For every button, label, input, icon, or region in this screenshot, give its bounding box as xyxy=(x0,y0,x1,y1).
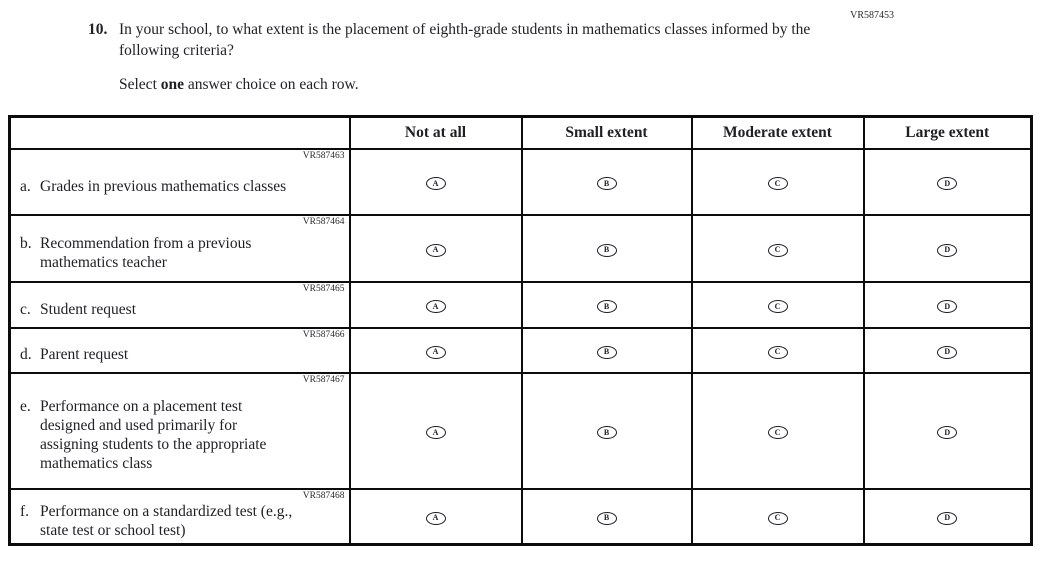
answer-bubble-b[interactable] xyxy=(597,177,617,190)
question-number: 10. xyxy=(88,21,108,38)
answer-bubble-d[interactable] xyxy=(937,426,957,439)
bubble-letter: C xyxy=(774,513,781,522)
bubble-letter: B xyxy=(603,347,610,356)
option-cell-small-extent xyxy=(522,489,692,545)
bubble-letter: A xyxy=(432,301,439,311)
answer-bubble-b[interactable] xyxy=(597,346,617,359)
row-label: Recommendation from a previous mathematics teacher xyxy=(40,234,252,271)
row-letter: a. xyxy=(20,177,31,195)
bubble-letter: C xyxy=(774,427,781,437)
row-letter: e. xyxy=(20,398,31,415)
bubble-letter: B xyxy=(603,427,610,437)
answer-bubble-a[interactable] xyxy=(426,346,446,359)
instruction-suffix: answer choice on each row. xyxy=(184,76,359,93)
row-vr-code: VR587465 xyxy=(302,283,345,294)
row-label: Performance on a standardized test (e.g., state test or school test) xyxy=(40,502,293,539)
bubble-letter: C xyxy=(774,301,781,311)
answer-bubble-a[interactable] xyxy=(426,177,446,190)
option-cell-small-extent xyxy=(522,373,692,489)
row-letter: b. xyxy=(20,234,32,252)
option-cell-moderate-extent xyxy=(692,149,864,215)
option-cell-not-at-all xyxy=(350,328,522,373)
option-cell-not-at-all xyxy=(350,282,522,328)
bubble-letter: D xyxy=(944,301,951,311)
option-cell-large-extent xyxy=(864,328,1032,373)
bubble-letter: D xyxy=(944,245,951,254)
answer-bubble-b[interactable] xyxy=(597,244,617,257)
row-vr-code: VR587468 xyxy=(302,490,345,501)
column-header-large-extent: Large extent xyxy=(864,117,1032,149)
bubble-letter: B xyxy=(603,301,610,311)
answer-bubble-c[interactable] xyxy=(768,177,788,190)
answer-bubble-c[interactable] xyxy=(768,300,788,313)
row-letter: f. xyxy=(20,502,30,520)
answer-bubble-c[interactable] xyxy=(768,346,788,359)
column-header-moderate-extent: Moderate extent xyxy=(692,117,864,149)
table-row xyxy=(10,149,1032,215)
row-letter: d. xyxy=(20,346,32,363)
table-row xyxy=(10,282,1032,328)
bubble-letter: C xyxy=(774,178,781,188)
bubble-letter: C xyxy=(774,245,781,254)
option-cell-large-extent xyxy=(864,149,1032,215)
bubble-letter: B xyxy=(603,245,610,254)
instruction-prefix: Select xyxy=(119,76,161,93)
option-cell-small-extent xyxy=(522,328,692,373)
answer-bubble-d[interactable] xyxy=(937,244,957,257)
criterion-cell xyxy=(10,149,350,215)
criterion-cell xyxy=(10,373,350,489)
row-label: Parent request xyxy=(40,346,129,363)
option-cell-moderate-extent xyxy=(692,489,864,545)
row-label: Performance on a placement test designed and used primarily for assigning students to the appropriate mathematics class xyxy=(40,398,267,472)
answer-bubble-d[interactable] xyxy=(937,346,957,359)
answer-matrix-table xyxy=(8,115,1033,546)
header-stub-cell xyxy=(10,117,350,149)
option-cell-large-extent xyxy=(864,373,1032,489)
bubble-letter: A xyxy=(432,178,439,188)
question-text: In your school, to what extent is the placement of eighth-grade students in mathematics classes informed by the following criteria? xyxy=(119,21,811,59)
option-cell-moderate-extent xyxy=(692,373,864,489)
question-block xyxy=(88,19,848,95)
table-row xyxy=(10,489,1032,545)
option-cell-small-extent xyxy=(522,215,692,282)
option-cell-not-at-all xyxy=(350,373,522,489)
answer-bubble-b[interactable] xyxy=(597,512,617,525)
option-cell-not-at-all xyxy=(350,215,522,282)
bubble-letter: A xyxy=(432,427,439,437)
criterion-cell xyxy=(10,215,350,282)
answer-bubble-b[interactable] xyxy=(597,300,617,313)
answer-bubble-c[interactable] xyxy=(768,244,788,257)
bubble-letter: D xyxy=(944,178,951,188)
column-header-not-at-all: Not at all xyxy=(350,117,522,149)
bubble-letter: A xyxy=(432,245,439,254)
option-cell-large-extent xyxy=(864,215,1032,282)
row-vr-code: VR587464 xyxy=(302,216,345,227)
form-vr-code: VR587453 xyxy=(850,10,894,21)
bubble-letter: C xyxy=(774,347,781,356)
row-vr-code: VR587466 xyxy=(302,329,345,340)
bubble-letter: D xyxy=(944,427,951,437)
option-cell-large-extent xyxy=(864,489,1032,545)
option-cell-small-extent xyxy=(522,282,692,328)
option-cell-moderate-extent xyxy=(692,215,864,282)
row-letter: c. xyxy=(20,300,31,318)
option-cell-moderate-extent xyxy=(692,328,864,373)
bubble-letter: B xyxy=(603,513,610,522)
bubble-letter: A xyxy=(432,513,439,522)
option-cell-not-at-all xyxy=(350,149,522,215)
bubble-letter: D xyxy=(944,347,951,356)
table-body xyxy=(10,149,1032,545)
answer-bubble-d[interactable] xyxy=(937,512,957,525)
table-row xyxy=(10,373,1032,489)
row-vr-code: VR587467 xyxy=(302,374,345,385)
answer-bubble-a[interactable] xyxy=(426,244,446,257)
option-cell-small-extent xyxy=(522,149,692,215)
table-row xyxy=(10,328,1032,373)
answer-bubble-c[interactable] xyxy=(768,512,788,525)
answer-bubble-c[interactable] xyxy=(768,426,788,439)
answer-bubble-a[interactable] xyxy=(426,426,446,439)
bubble-letter: D xyxy=(944,513,951,522)
answer-bubble-a[interactable] xyxy=(426,512,446,525)
criterion-cell xyxy=(10,328,350,373)
row-label: Student request xyxy=(40,300,136,318)
criterion-cell xyxy=(10,282,350,328)
row-vr-code: VR587463 xyxy=(302,150,345,161)
column-header-small-extent: Small extent xyxy=(522,117,692,149)
option-cell-moderate-extent xyxy=(692,282,864,328)
option-cell-large-extent xyxy=(864,282,1032,328)
question-instruction xyxy=(119,74,848,95)
header-row xyxy=(10,117,1032,149)
option-cell-not-at-all xyxy=(350,489,522,545)
answer-bubble-d[interactable] xyxy=(937,177,957,190)
answer-bubble-d[interactable] xyxy=(937,300,957,313)
bubble-letter: A xyxy=(432,347,439,356)
bubble-letter: B xyxy=(603,178,610,188)
instruction-bold-word: one xyxy=(160,76,184,93)
answer-bubble-a[interactable] xyxy=(426,300,446,313)
row-label: Grades in previous mathematics classes xyxy=(40,177,287,195)
criterion-cell xyxy=(10,489,350,545)
answer-bubble-b[interactable] xyxy=(597,426,617,439)
table-row xyxy=(10,215,1032,282)
